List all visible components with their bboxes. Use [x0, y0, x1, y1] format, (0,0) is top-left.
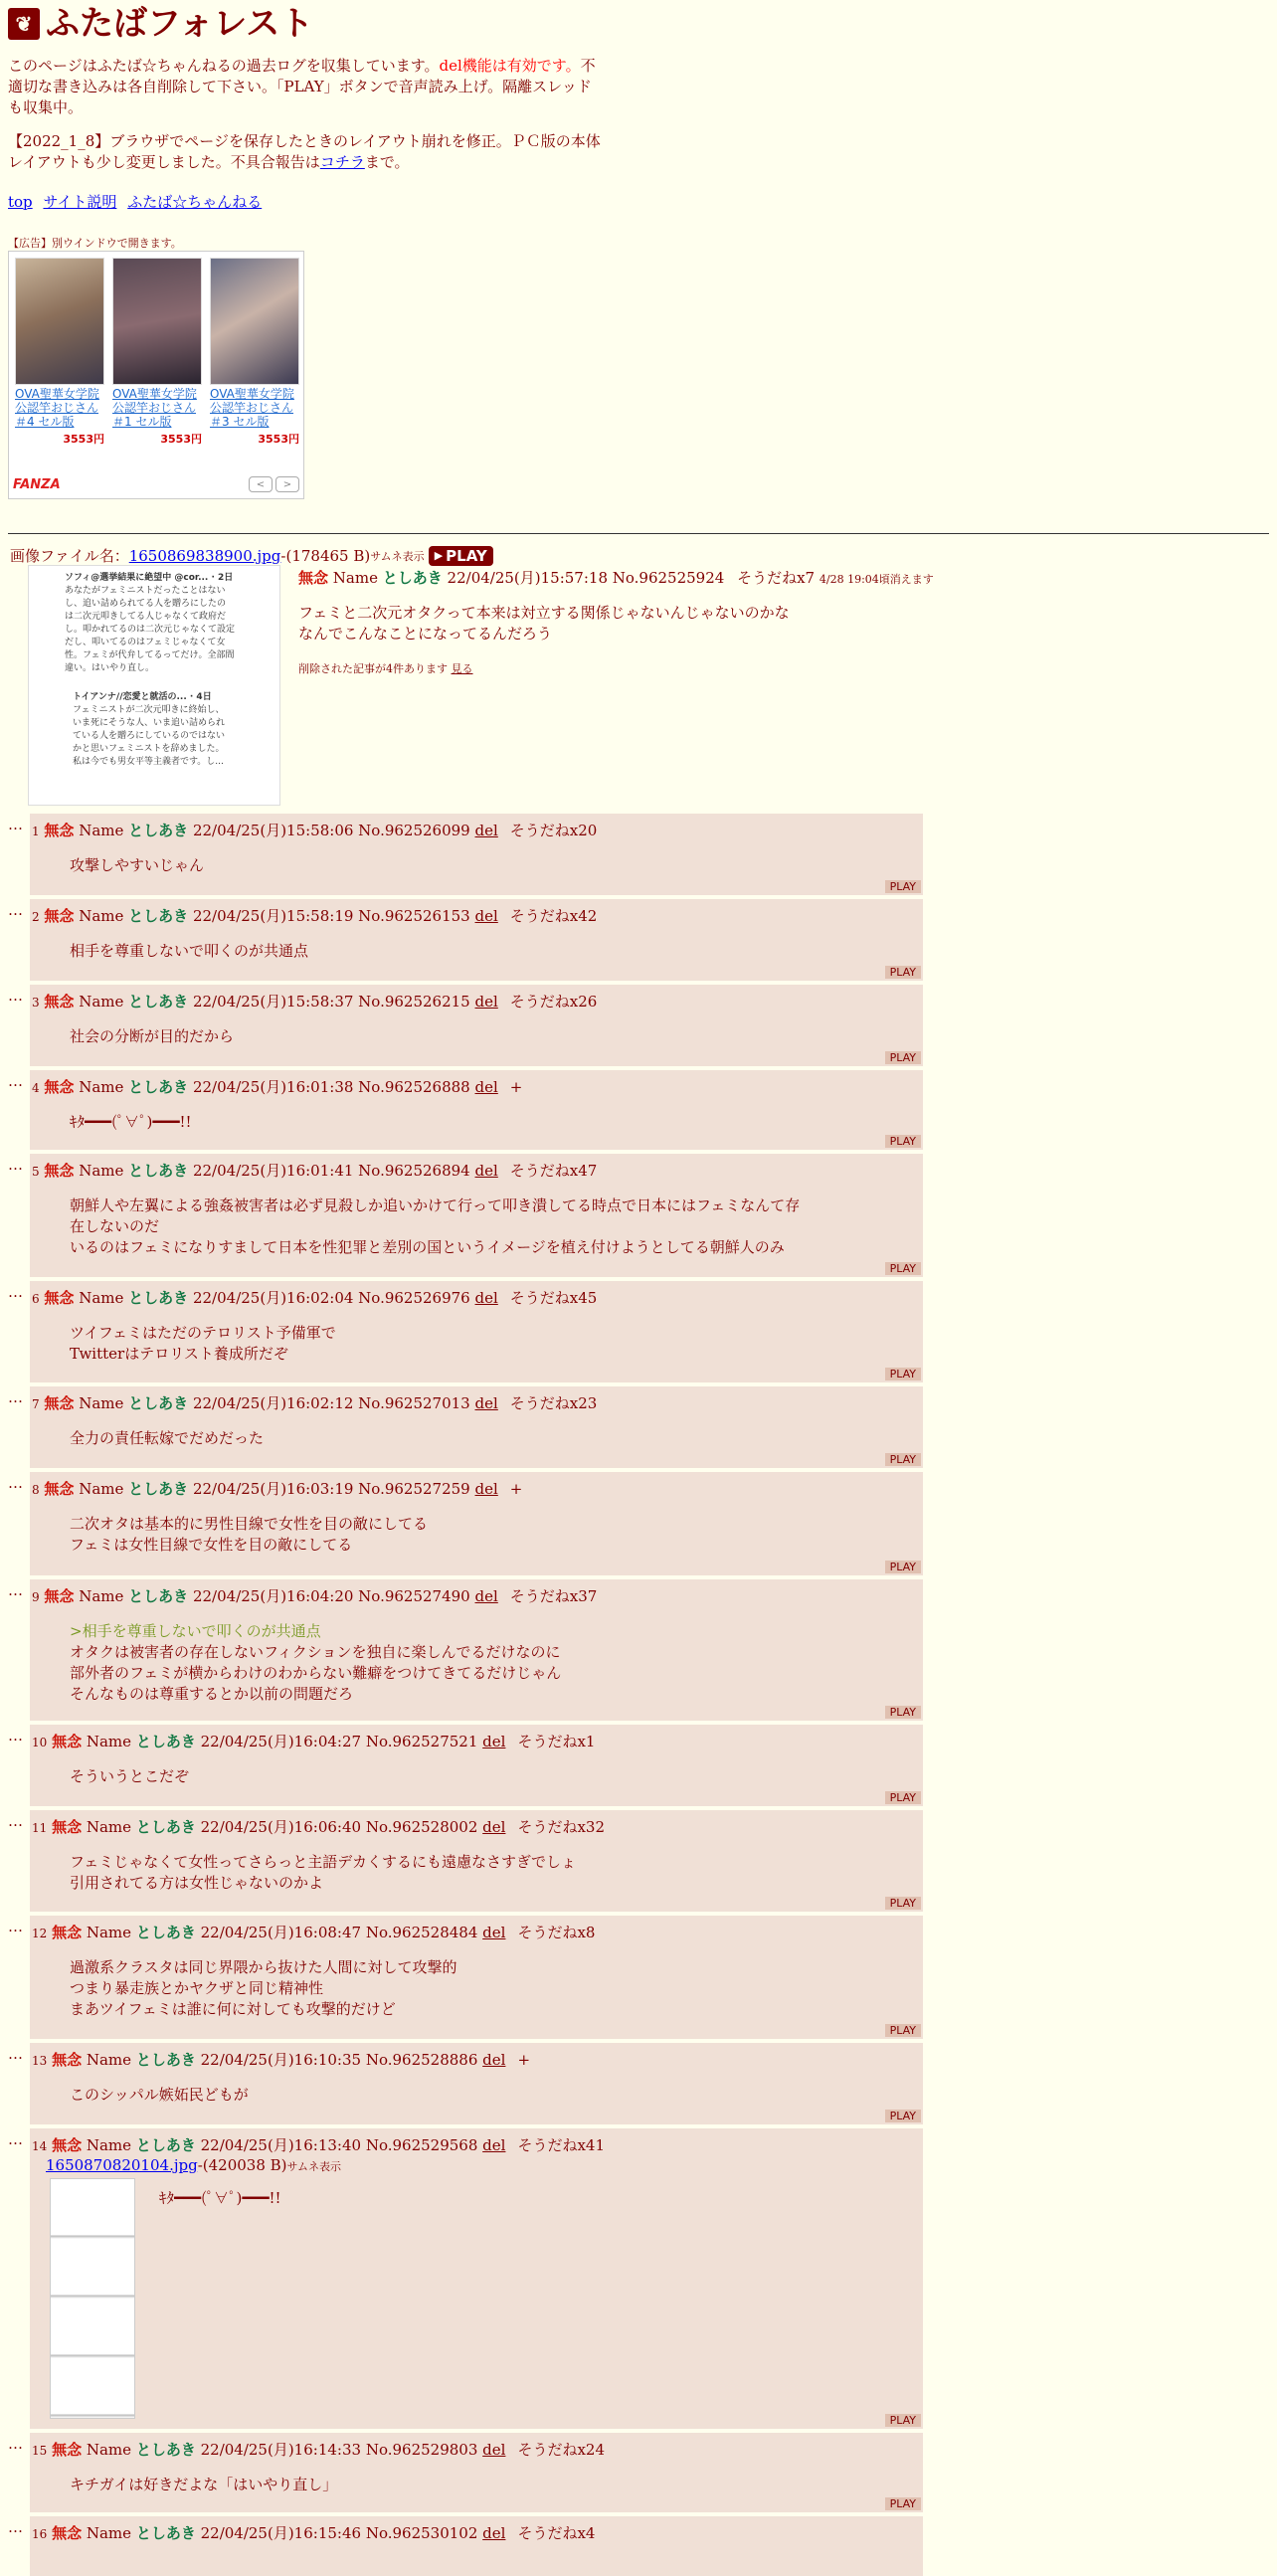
- del-button[interactable]: del: [482, 2441, 506, 2459]
- ad-banner: [8, 251, 304, 499]
- reply-date: 22/04/25(月)16:14:33 No.962529803: [200, 2441, 478, 2459]
- del-button[interactable]: del: [474, 1480, 498, 1498]
- reply-name: としあき: [135, 1733, 196, 1750]
- body-line: 二次オタは基本的に男性目線で女性を目の敵にしてる: [70, 1515, 429, 1533]
- sodane-button[interactable]: そうだねx47: [509, 1162, 598, 1180]
- tweet-line: トイアンナ//恋愛と就活の... · 4日: [73, 692, 212, 702]
- sodane-button[interactable]: +: [509, 1078, 523, 1096]
- reply-name: としあき: [128, 1587, 189, 1605]
- reply-marker-icon: …: [8, 2045, 23, 2063]
- body-line: 全力の責任転嫁でだめだった: [70, 1429, 265, 1447]
- play-button[interactable]: PLAY: [885, 1706, 921, 1719]
- op-expire: 4/28 19:04頃消えます: [819, 573, 934, 586]
- reply-number: 2: [32, 910, 40, 924]
- reply-header: 15 無念 Name としあき 22/04/25(月)16:14:33 No.962529803 del そうだねx24: [32, 2441, 605, 2459]
- body-line: フェミは女性目線で女性を目の敵にしてる: [70, 1536, 353, 1554]
- reply-date: 22/04/25(月)15:58:37 No.962526215: [192, 993, 470, 1011]
- reply-post: [30, 1810, 923, 1912]
- sodane-button[interactable]: そうだねx45: [509, 1289, 598, 1307]
- reply-number: 14: [32, 2139, 48, 2153]
- reply-body: [70, 1852, 576, 1894]
- del-button[interactable]: del: [482, 1924, 506, 1941]
- reply-subject: 無念: [44, 907, 75, 925]
- reply-header: 1 無念 Name としあき 22/04/25(月)15:58:06 No.962526099 del そうだねx20: [32, 822, 598, 839]
- del-enabled-note: del機能は有効です。: [439, 57, 581, 75]
- reply-body: [70, 1112, 192, 1133]
- body-line: まあツイフェミは誰に何に対しても攻撃的だけど: [70, 2000, 396, 2018]
- body-line: いるのはフェミになりすまして日本を性犯罪と差別の国というイメージを植え付けようとしてる朝鮮人のみ: [70, 1238, 785, 1256]
- sodane-button[interactable]: そうだねx42: [509, 907, 598, 925]
- reply-post: [30, 1579, 923, 1721]
- reply-date: 22/04/25(月)16:13:40 No.962529568: [200, 2136, 478, 2154]
- reply-file-line: 1650870820104.jpg-(420038 B)サムネ表示: [46, 2156, 341, 2174]
- reply-header: 3 無念 Name としあき 22/04/25(月)15:58:37 No.962526215 del そうだねx26: [32, 993, 598, 1011]
- play-button[interactable]: PLAY: [885, 2497, 921, 2510]
- reply-subject: 無念: [44, 1162, 75, 1180]
- body-line: このシッパル嫉妬民どもが: [70, 2086, 249, 2104]
- reply-number: 13: [32, 2054, 48, 2068]
- reply-date: 22/04/25(月)15:58:19 No.962526153: [192, 907, 470, 925]
- reply-number: 12: [32, 1927, 48, 1940]
- reply-marker-icon: …: [8, 1156, 23, 1174]
- play-button[interactable]: PLAY: [885, 1051, 921, 1064]
- play-button[interactable]: PLAY: [885, 880, 921, 893]
- reply-marker-icon: …: [8, 1581, 23, 1599]
- sodane-button[interactable]: +: [517, 2051, 531, 2069]
- reply-header: 8 無念 Name としあき 22/04/25(月)16:03:19 No.962527259 del +: [32, 1480, 523, 1498]
- reply-subject: 無念: [44, 1587, 75, 1605]
- play-button[interactable]: PLAY: [885, 1561, 921, 1573]
- ad-title[interactable]: OVA聖華女学院公認竿おじさん ＃3 セル版: [210, 387, 294, 429]
- tweet-line: あなたがフェミニストだったことはない: [65, 586, 226, 596]
- ad-next-button[interactable]: >: [275, 476, 299, 492]
- reply-name: としあき: [128, 1078, 189, 1096]
- sodane-button[interactable]: +: [509, 1480, 523, 1498]
- reply-name: としあき: [135, 2524, 196, 2542]
- reply-body: [70, 1621, 561, 1705]
- sodane-button[interactable]: そうだねx8: [517, 1924, 596, 1941]
- body-line: オタクは被害者の存在しないフィクションを独自に楽しんでるだけなのに: [70, 1643, 561, 1661]
- sodane-button[interactable]: そうだねx37: [509, 1587, 598, 1605]
- reply-image[interactable]: [50, 2178, 135, 2419]
- reply-header: 4 無念 Name としあき 22/04/25(月)16:01:38 No.962526888 del +: [32, 1078, 523, 1096]
- reply-date: 22/04/25(月)16:03:19 No.962527259: [192, 1480, 470, 1498]
- reply-body: [70, 2475, 337, 2495]
- op-image[interactable]: [28, 565, 280, 806]
- play-button[interactable]: PLAY: [885, 1135, 921, 1148]
- reply-marker-icon: …: [8, 987, 23, 1005]
- reply-marker-icon: …: [8, 2435, 23, 2453]
- sodane-button[interactable]: そうだねx4: [517, 2524, 596, 2542]
- reply-post: [30, 1154, 923, 1277]
- reply-post: [30, 1386, 923, 1468]
- reply-post: [30, 2433, 923, 2512]
- reply-post: [30, 1070, 923, 1150]
- reply-name: としあき: [128, 993, 189, 1011]
- op-date: 22/04/25(月)15:57:18 No.962525924: [447, 569, 725, 587]
- divider: [8, 533, 1269, 534]
- reply-marker-icon: …: [8, 1474, 23, 1492]
- play-button[interactable]: PLAY: [885, 1453, 921, 1466]
- reply-date: 22/04/25(月)15:58:06 No.962526099: [192, 822, 470, 839]
- nav-links: [8, 191, 268, 212]
- ad-price: 3553円: [258, 433, 299, 446]
- ad-price: 3553円: [160, 433, 202, 446]
- op-file-link[interactable]: 1650869838900.jpg: [128, 546, 281, 565]
- reply-post: [30, 1281, 923, 1382]
- body-line: フェミじゃなくて女性ってさらっと主語デカくするにも遠慮なさすぎでしょ: [70, 1853, 576, 1871]
- sodane-button[interactable]: そうだねx32: [517, 1818, 605, 1836]
- play-button[interactable]: PLAY: [885, 2024, 921, 2037]
- del-button[interactable]: del: [474, 1394, 498, 1412]
- reply-subject: 無念: [52, 1733, 83, 1750]
- reply-date: 22/04/25(月)16:04:20 No.962527490: [192, 1587, 470, 1605]
- reply-subject: 無念: [52, 2524, 83, 2542]
- reply-marker-icon: …: [8, 1727, 23, 1745]
- del-button[interactable]: del: [474, 1587, 498, 1605]
- body-line: ｷﾀ━━━(ﾟ∀ﾟ)━━━!!: [70, 1113, 192, 1131]
- reply-name: としあき: [135, 1924, 196, 1941]
- reply-marker-icon: …: [8, 1812, 23, 1830]
- body-line: 引用されてる方は女性じゃないのかよ: [70, 1874, 324, 1892]
- reply-number: 10: [32, 1736, 48, 1749]
- reply-marker-icon: …: [8, 901, 23, 919]
- reply-subject: 無念: [52, 2136, 83, 2154]
- reply-date: 22/04/25(月)16:01:38 No.962526888: [192, 1078, 470, 1096]
- reply-header: 7 無念 Name としあき 22/04/25(月)16:02:12 No.962527013 del そうだねx23: [32, 1394, 598, 1412]
- nav-about-link[interactable]: サイト説明: [43, 193, 117, 211]
- ad-thumbnail[interactable]: [15, 258, 104, 385]
- reply-subject: 無念: [44, 822, 75, 839]
- del-button[interactable]: del: [474, 1289, 498, 1307]
- body-line: つまり暴走族とかヤクザと同じ精神性: [70, 1979, 324, 1997]
- deleted-note: 削除された記事が4件あります 見る: [298, 662, 473, 675]
- ad-item[interactable]: [210, 258, 299, 447]
- reply-number: 4: [32, 1081, 40, 1095]
- intro-text: このページはふたば☆ちゃんねるの過去ログを収集しています。del機能は有効です。不適切な書き込みは各自削除して下さい。「PLAY」ボタンで音声読み上げ。隔離スレッドも収集中。: [8, 57, 596, 116]
- thumb-toggle[interactable]: サムネ表示: [286, 2160, 341, 2173]
- reply-number: 11: [32, 1821, 48, 1835]
- reply-body: [70, 1026, 234, 1047]
- reply-subject: 無念: [44, 1480, 75, 1498]
- tweet-line: は二次元叩きしてる人じゃなくて政府だ: [65, 612, 227, 622]
- reply-number: 5: [32, 1165, 40, 1179]
- reply-name: としあき: [135, 2441, 196, 2459]
- leaf-logo-icon: ❦: [8, 8, 40, 40]
- reply-name: としあき: [135, 2136, 196, 2154]
- body-line: 過激系クラスタは同じ界隈から抜けた人間に対して攻撃的: [70, 1958, 457, 1976]
- tweet-line: フェミニストが二次元叩きに終始し、: [73, 705, 225, 715]
- reply-marker-icon: …: [8, 1388, 23, 1406]
- play-triangle-icon: ▶: [434, 549, 444, 562]
- quote-line: >相手を尊重しないで叩くのが共通点: [70, 1622, 321, 1640]
- fanza-logo: FANZA: [13, 477, 61, 492]
- body-line: 攻撃しやすいじゃん: [70, 856, 205, 874]
- reply-date: 22/04/25(月)16:04:27 No.962527521: [200, 1733, 478, 1750]
- reply-subject: 無念: [52, 1924, 83, 1941]
- ad-title[interactable]: OVA聖華女学院公認竿おじさん ＃1 セル版: [112, 387, 197, 429]
- reply-post: [30, 1472, 923, 1575]
- sodane-button[interactable]: そうだねx20: [509, 822, 598, 839]
- reply-number: 15: [32, 2444, 48, 2458]
- reply-post: [30, 1916, 923, 2039]
- reply-header: 9 無念 Name としあき 22/04/25(月)16:04:20 No.962527490 del そうだねx37: [32, 1587, 598, 1605]
- reply-header: 12 無念 Name としあき 22/04/25(月)16:08:47 No.962528484 del そうだねx8: [32, 1924, 596, 1941]
- ad-thumbnail[interactable]: [112, 258, 202, 385]
- reply-post: [30, 814, 923, 895]
- reply-subject: 無念: [52, 2441, 83, 2459]
- body-line: 在しないのだ: [70, 1217, 160, 1235]
- reply-post: [30, 985, 923, 1066]
- reply-marker-icon: …: [8, 2130, 23, 2148]
- del-button[interactable]: del: [474, 822, 498, 839]
- reply-name: としあき: [128, 1480, 189, 1498]
- reply-subject: 無念: [44, 1078, 75, 1096]
- del-button[interactable]: del: [474, 1078, 498, 1096]
- ad-item[interactable]: [15, 258, 104, 447]
- reply-name: としあき: [128, 1394, 189, 1412]
- play-button[interactable]: PLAY: [885, 1791, 921, 1804]
- report-link[interactable]: コチラ: [319, 153, 365, 171]
- body-line: そういうとこだぞ: [70, 1767, 190, 1785]
- reply-header: 5 無念 Name としあき 22/04/25(月)16:01:41 No.962526894 del そうだねx47: [32, 1162, 598, 1180]
- reply-post: [30, 2043, 923, 2124]
- reply-name: としあき: [128, 1289, 189, 1307]
- reply-body: [70, 1428, 264, 1449]
- reply-header: 13 無念 Name としあき 22/04/25(月)16:10:35 No.962528886 del +: [32, 2051, 531, 2069]
- del-button[interactable]: del: [482, 2051, 506, 2069]
- reply-marker-icon: …: [8, 2518, 23, 2536]
- reply-number: 16: [32, 2527, 48, 2541]
- body-line: そんなものは尊重するとか以前の問題だろ: [70, 1685, 354, 1703]
- del-button[interactable]: del: [474, 993, 498, 1011]
- del-button[interactable]: del: [474, 907, 498, 925]
- nav-top-link[interactable]: top: [8, 193, 33, 211]
- tweet-line: 違い。はいやり直し。: [65, 663, 155, 673]
- reply-name: としあき: [128, 1162, 189, 1180]
- reply-subject: 無念: [52, 2051, 83, 2069]
- reply-subject: 無念: [44, 1289, 75, 1307]
- op-header: 無念 Name としあき 22/04/25(月)15:57:18 No.962525924 そうだねx7 4/28 19:04頃消えます: [298, 569, 934, 587]
- site-title: ふたばフォレスト: [46, 4, 314, 44]
- body-line: 相手を尊重しないで叩くのが共通点: [70, 942, 309, 960]
- sodane-button[interactable]: そうだねx41: [517, 2136, 605, 2154]
- ad-title[interactable]: OVA聖華女学院公認竿おじさん ＃4 セル版: [15, 387, 99, 429]
- reply-body: [70, 941, 308, 962]
- play-button[interactable]: PLAY: [885, 1897, 921, 1910]
- op-name: としあき: [382, 569, 443, 587]
- body-line: Twitterはテロリスト養成所だぞ: [70, 1345, 288, 1363]
- update-notice: 【2022_1_8】ブラウザでページを保存したときのレイアウト崩れを修正。ＰＣ版の本体レイアウトも少し変更しました。不具合報告はコチラまで。: [8, 132, 601, 171]
- op-body: フェミと二次元オタクって本来は対立する関係じゃないんじゃないのかな なんでこんなことになってるんだろう: [298, 604, 790, 643]
- reply-date: 22/04/25(月)16:15:46 No.962530102: [200, 2524, 478, 2542]
- ad-label: 【広告】別ウインドウで開きます。: [8, 237, 182, 250]
- reply-name: としあき: [128, 822, 189, 839]
- reply-body: [70, 1514, 428, 1556]
- reply-header: 11 無念 Name としあき 22/04/25(月)16:06:40 No.962528002 del そうだねx32: [32, 1818, 605, 1836]
- tweet-line: し。叩かれてるのは二次元じゃなくて設定: [65, 625, 236, 635]
- play-button[interactable]: PLAY: [885, 1262, 921, 1275]
- play-button[interactable]: PLAY: [885, 966, 921, 979]
- reply-header: 2 無念 Name としあき 22/04/25(月)15:58:19 No.962526153 del そうだねx42: [32, 907, 598, 925]
- ad-prev-button[interactable]: <: [249, 476, 273, 492]
- tweet-line: 私は今でも男女平等主義者です。し...: [73, 757, 224, 767]
- reply-body: [70, 855, 204, 876]
- reply-post: [30, 2128, 923, 2429]
- del-button[interactable]: del: [482, 1818, 506, 1836]
- reply-subject: 無念: [52, 1818, 83, 1836]
- tweet-line: ている人を贈ろにしているのではない: [73, 731, 226, 741]
- show-deleted-link[interactable]: 見る: [451, 662, 473, 675]
- play-button[interactable]: PLAY: [885, 2110, 921, 2122]
- reply-number: 7: [32, 1397, 40, 1411]
- reply-marker-icon: …: [8, 1072, 23, 1090]
- reply-subject: 無念: [44, 1394, 75, 1412]
- sodane-button[interactable]: そうだねx24: [517, 2441, 605, 2459]
- op-sodane[interactable]: そうだねx7: [737, 569, 816, 587]
- reply-post: [30, 2516, 923, 2576]
- ad-price: 3553円: [63, 433, 104, 446]
- sodane-button[interactable]: そうだねx23: [509, 1394, 598, 1412]
- play-button[interactable]: PLAY: [885, 2414, 921, 2427]
- reply-header: 6 無念 Name としあき 22/04/25(月)16:02:04 No.962526976 del そうだねx45: [32, 1289, 598, 1307]
- reply-name: としあき: [135, 2051, 196, 2069]
- reply-post: [30, 1725, 923, 1806]
- reply-date: 22/04/25(月)16:02:12 No.962527013: [192, 1394, 470, 1412]
- reply-marker-icon: …: [8, 1918, 23, 1935]
- reply-date: 22/04/25(月)16:10:35 No.962528886: [200, 2051, 478, 2069]
- reply-marker-icon: …: [8, 1283, 23, 1301]
- del-button[interactable]: del: [482, 1733, 506, 1750]
- ad-item[interactable]: [112, 258, 202, 447]
- reply-name: としあき: [128, 907, 189, 925]
- sodane-button[interactable]: そうだねx26: [509, 993, 598, 1011]
- reply-header: 10 無念 Name としあき 22/04/25(月)16:04:27 No.962527521 del そうだねx1: [32, 1733, 596, 1750]
- reply-subject: 無念: [44, 993, 75, 1011]
- reply-number: 8: [32, 1483, 40, 1497]
- reply-number: 6: [32, 1292, 40, 1306]
- tweet-line: 性。フェミが代弁してるってだけ。全部間: [65, 650, 235, 660]
- reply-date: 22/04/25(月)16:01:41 No.962526894: [192, 1162, 470, 1180]
- reply-header: 14 無念 Name としあき 22/04/25(月)16:13:40 No.962529568 del そうだねx41: [32, 2136, 605, 2154]
- reply-body: [70, 1766, 189, 1787]
- tweet-line: ソフィ@選挙結果に絶望中 @cor... · 2日: [65, 573, 234, 583]
- reply-post: [30, 899, 923, 981]
- reply-number: 1: [32, 825, 40, 838]
- op-file-line: 画像ファイル名： 1650869838900.jpg -(178465 B) サムネ表示 ▶ PLAY: [10, 545, 493, 566]
- op-subject: 無念: [298, 569, 329, 587]
- del-button[interactable]: del: [474, 1162, 498, 1180]
- play-button[interactable]: PLAY: [885, 1368, 921, 1380]
- body-line: ツイフェミはただのテロリスト予備軍で: [70, 1324, 336, 1342]
- reply-marker-icon: …: [8, 816, 23, 833]
- reply-body: [70, 1323, 336, 1365]
- reply-date: 22/04/25(月)16:08:47 No.962528484: [200, 1924, 478, 1941]
- del-button[interactable]: del: [482, 2136, 506, 2154]
- reply-number: 9: [32, 1590, 40, 1604]
- body-line: キチガイは好きだよな「はいやり直し」: [70, 2476, 338, 2493]
- reply-body: [70, 1957, 457, 2020]
- ad-pager: [249, 476, 299, 492]
- reply-date: 22/04/25(月)16:02:04 No.962526976: [192, 1289, 470, 1307]
- reply-file-link[interactable]: 1650870820104.jpg: [46, 2156, 198, 2174]
- ad-thumbnail[interactable]: [210, 258, 299, 385]
- body-line: ｷﾀ━━━(ﾟ∀ﾟ)━━━!!: [159, 2189, 281, 2207]
- reply-number: 3: [32, 996, 40, 1010]
- del-button[interactable]: del: [482, 2524, 506, 2542]
- reply-body: [70, 2085, 249, 2106]
- tweet-line: いま死にそうな人、いま追い詰められ: [73, 718, 226, 728]
- reply-body: [159, 2188, 281, 2209]
- reply-body: [70, 1196, 800, 1258]
- tweet-line: だし、叩いてるのはフェミじゃなくて女: [65, 638, 226, 647]
- body-line: 社会の分断が目的だから: [70, 1027, 235, 1045]
- body-line: 朝鮮人や左翼による強姦被害者は必ず見殺しか追いかけて行って叩き潰してる時点で日本にはフェミなんて存: [70, 1196, 801, 1214]
- site-header: [8, 4, 313, 44]
- reply-name: としあき: [135, 1818, 196, 1836]
- reply-date: 22/04/25(月)16:06:40 No.962528002: [200, 1818, 478, 1836]
- tweet-line: し、追い詰められてる人を贈ろにしたの: [65, 599, 227, 609]
- thumb-toggle[interactable]: サムネ表示: [370, 549, 425, 563]
- op-play-button[interactable]: ▶ PLAY: [429, 546, 493, 566]
- body-line: 部外者のフェミが横からわけのわからない難癖をつけてきてるだけじゃん: [70, 1664, 562, 1682]
- reply-header: 16 無念 Name としあき 22/04/25(月)16:15:46 No.962530102 del そうだねx4: [32, 2524, 596, 2542]
- tweet-line: かと思いフェミニストを辞めました。: [73, 744, 225, 754]
- nav-futaba-link[interactable]: ふたば☆ちゃんねる: [127, 193, 263, 211]
- sodane-button[interactable]: そうだねx1: [517, 1733, 596, 1750]
